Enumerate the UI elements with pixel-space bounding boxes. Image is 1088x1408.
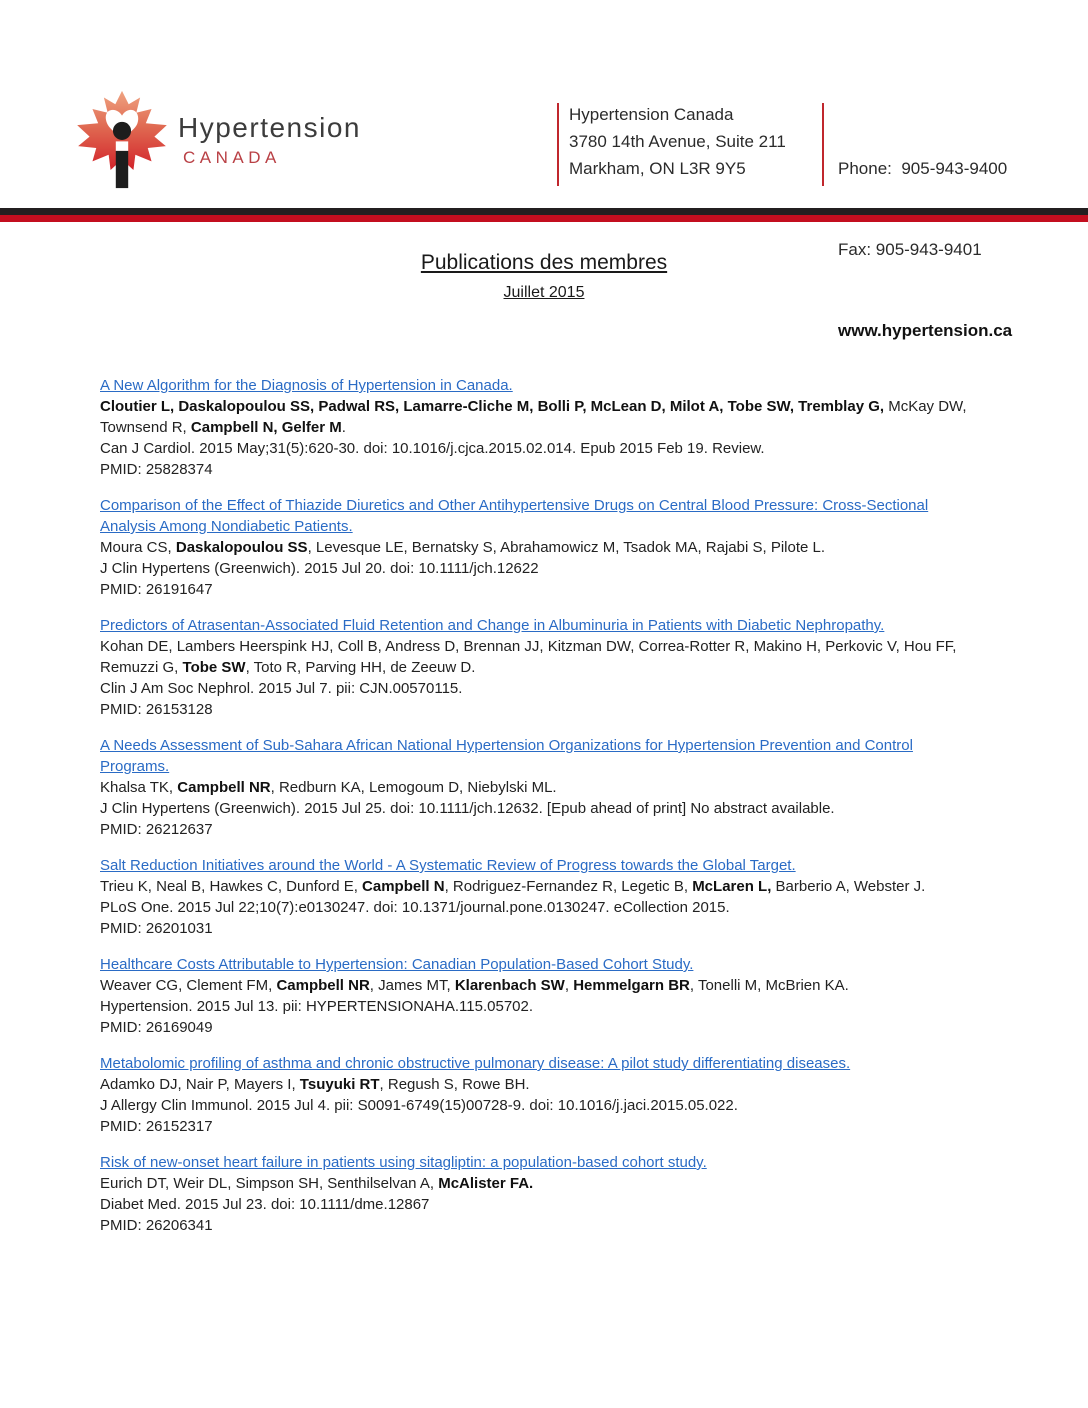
publication-title-link[interactable]: Risk of new-onset heart failure in patients using sitagliptin: a population-based cohort study. — [100, 1154, 707, 1171]
page-title: Publications des membres — [420, 251, 668, 274]
phone-number: Phone: 905-943-9400 — [838, 159, 1008, 178]
header-divider-right — [822, 103, 824, 186]
publication-title-link[interactable]: Metabolomic profiling of asthma and chronic obstructive pulmonary disease: A pilot study differentiating diseases. — [100, 1055, 851, 1072]
publication-journal: Can J Cardiol. 2015 May;31(5):620-30. doi: 10.1016/j.cjca.2015.02.014. Epub 2015 Feb 19. Review. — [100, 440, 765, 457]
publication-journal: J Clin Hypertens (Greenwich). 2015 Jul 25. doi: 10.1111/jch.12632. [Epub ahead of print] No abstract available. — [100, 800, 835, 817]
publication-pmid: PMID: 26169049 — [100, 1019, 213, 1036]
publication-entry — [100, 954, 986, 1038]
publication-title-link[interactable]: Healthcare Costs Attributable to Hypertension: Canadian Population-Based Cohort Study. — [100, 956, 694, 973]
publication-journal: Diabet Med. 2015 Jul 23. doi: 10.1111/dme.12867 — [100, 1196, 430, 1213]
publication-pmid: PMID: 26212637 — [100, 821, 213, 838]
page-subtitle: Juillet 2015 — [503, 284, 585, 301]
contact-block — [838, 101, 1012, 398]
publication-authors: Eurich DT, Weir DL, Simpson SH, Senthilselvan A, McAlister FA. — [100, 1175, 534, 1192]
header-divider-left — [557, 103, 559, 186]
publication-pmid: PMID: 26153128 — [100, 701, 213, 718]
publication-pmid: PMID: 26191647 — [100, 581, 213, 598]
publication-authors: Trieu K, Neal B, Hawkes C, Dunford E, Campbell N, Rodriguez-Fernandez R, Legetic B, McLaren L, Barberio A, Webster J. — [100, 878, 926, 895]
publication-journal: J Allergy Clin Immunol. 2015 Jul 4. pii: S0091-6749(15)00728-9. doi: 10.1016/j.jaci.2015.05.022. — [100, 1097, 738, 1114]
publication-pmid: PMID: 26201031 — [100, 920, 213, 937]
publication-entry — [100, 1152, 986, 1236]
publication-entry — [100, 855, 986, 939]
publication-entry — [100, 1053, 986, 1137]
publication-title-link[interactable]: A New Algorithm for the Diagnosis of Hypertension in Canada. — [100, 377, 513, 394]
publication-authors: Adamko DJ, Nair P, Mayers I, Tsuyuki RT, Regush S, Rowe BH. — [100, 1076, 530, 1093]
publication-pmid: PMID: 26152317 — [100, 1118, 213, 1135]
publication-title-link[interactable]: Predictors of Atrasentan-Associated Fluid Retention and Change in Albuminuria in Patients with Diabetic Nephropathy. — [100, 617, 885, 634]
address-org: Hypertension Canada — [569, 105, 734, 124]
publication-entry — [100, 735, 986, 840]
publication-authors: Moura CS, Daskalopoulou SS, Levesque LE, Bernatsky S, Abrahamowicz M, Tsadok MA, Rajabi S, Pilote L. — [100, 539, 826, 556]
publication-pmid: PMID: 26206341 — [100, 1217, 213, 1234]
publication-journal: Clin J Am Soc Nephrol. 2015 Jul 7. pii: CJN.00570115. — [100, 680, 463, 697]
publication-title-link[interactable]: A Needs Assessment of Sub-Sahara African National Hypertension Organizations for Hypertension Prevention and Control Programs. — [100, 737, 913, 775]
publication-authors: Weaver CG, Clement FM, Campbell NR, James MT, Klarenbach SW, Hemmelgarn BR, Tonelli M, McBrien KA. — [100, 977, 849, 994]
brand-text — [178, 112, 361, 168]
fax-number: Fax: 905-943-9401 — [838, 240, 982, 259]
publication-entry — [100, 495, 986, 600]
publication-entry — [100, 615, 986, 720]
publication-authors: Kohan DE, Lambers Heerspink HJ, Coll B, Andress D, Brennan JJ, Kitzman DW, Correa-Rotter R, Makino H, Perkovic V, Hou FF, Remuzzi G, Tobe SW, Toto R, Parving HH, de Zeeuw D. — [100, 638, 957, 676]
publication-journal: J Clin Hypertens (Greenwich). 2015 Jul 20. doi: 10.1111/jch.12622 — [100, 560, 539, 577]
publication-authors: Cloutier L, Daskalopoulou SS, Padwal RS, Lamarre-Cliche M, Bolli P, McLean D, Milot A, Tobe SW, Tremblay G, McKay DW, Townsend R, Campbell N, Gelfer M. — [100, 398, 967, 436]
publication-title-link[interactable]: Salt Reduction Initiatives around the World - A Systematic Review of Progress towards the Global Target. — [100, 857, 796, 874]
website-link[interactable]: www.hypertension.ca — [838, 321, 1013, 340]
address-block — [569, 101, 786, 182]
brand-name: Hypertension — [178, 112, 361, 143]
address-street: 3780 14th Avenue, Suite 211 — [569, 132, 786, 151]
publication-journal: Hypertension. 2015 Jul 13. pii: HYPERTENSIONAHA.115.05702. — [100, 998, 534, 1015]
header-rule-black — [0, 208, 1088, 215]
publication-title-link[interactable]: Comparison of the Effect of Thiazide Diuretics and Other Antihypertensive Drugs on Central Blood Pressure: Cross-Sectional Analysis Among Nondiabetic Patients. — [100, 497, 929, 535]
header-rule-red — [0, 215, 1088, 222]
brand-country: CANADA — [183, 148, 281, 167]
address-city: Markham, ON L3R 9Y5 — [569, 159, 746, 178]
publication-authors: Khalsa TK, Campbell NR, Redburn KA, Lemogoum D, Niebylski ML. — [100, 779, 557, 796]
publications-list — [100, 375, 986, 1236]
publication-journal: PLoS One. 2015 Jul 22;10(7):e0130247. doi: 10.1371/journal.pone.0130247. eCollection 2015. — [100, 899, 730, 916]
hypertension-canada-logo-icon — [74, 88, 170, 190]
publication-pmid: PMID: 25828374 — [100, 461, 213, 478]
